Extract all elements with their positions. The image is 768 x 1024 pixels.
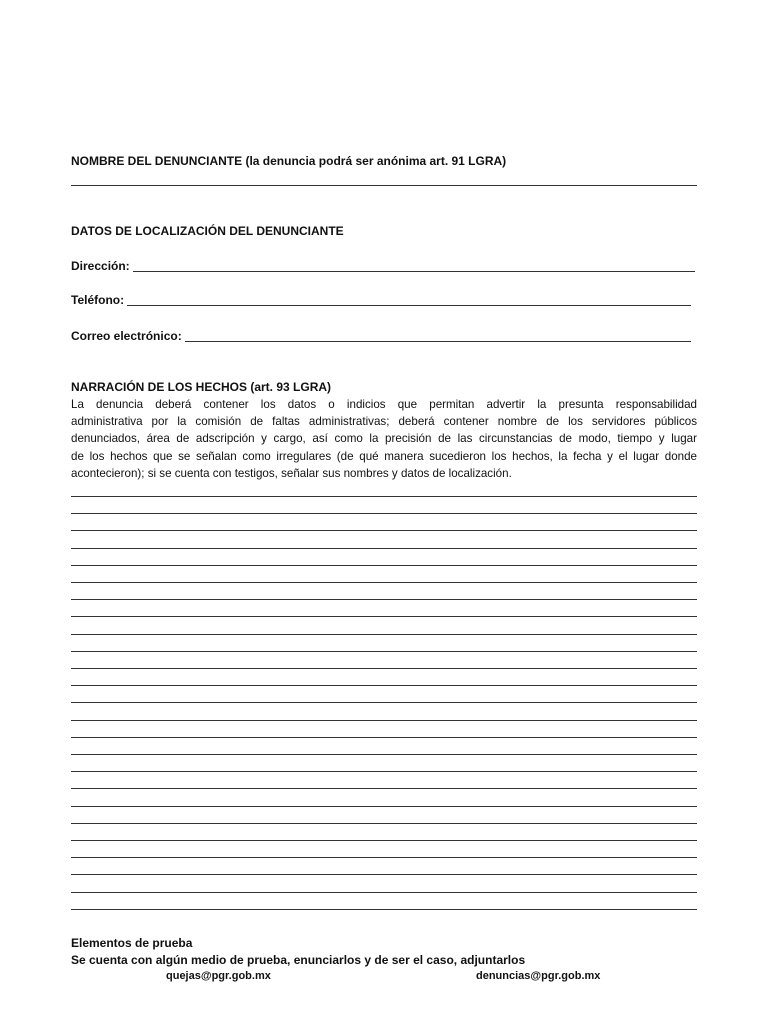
narracion-heading: NARRACIÓN DE LOS HECHOS (art. 93 LGRA) xyxy=(71,380,332,394)
nombre-fill-line[interactable] xyxy=(71,185,697,186)
telefono-fill-line[interactable] xyxy=(127,305,691,306)
narracion-blank-line[interactable] xyxy=(71,909,697,910)
narracion-blank-line[interactable] xyxy=(71,702,697,703)
direccion-fill-line[interactable] xyxy=(133,271,695,272)
narracion-blank-line[interactable] xyxy=(71,565,697,566)
narracion-blank-line[interactable] xyxy=(71,513,697,514)
narracion-blank-line[interactable] xyxy=(71,806,697,807)
narracion-blank-line[interactable] xyxy=(71,668,697,669)
narracion-blank-line[interactable] xyxy=(71,823,697,824)
correo-field[interactable] xyxy=(71,328,691,344)
narracion-line-2: administrativa por la comisión de faltas administrativas; deberá contener nombre de los servidores públicos xyxy=(71,415,697,429)
direccion-label: Dirección: xyxy=(71,259,130,273)
quejas-email-link[interactable]: quejas@pgr.gob.mx xyxy=(166,970,271,982)
narracion-blank-line[interactable] xyxy=(71,582,697,583)
narracion-blank-line[interactable] xyxy=(71,874,697,875)
narracion-blank-line[interactable] xyxy=(71,530,697,531)
narracion-blank-line[interactable] xyxy=(71,548,697,549)
prueba-text: Se cuenta con algún medio de prueba, enunciarlos y de ser el caso, adjuntarlos xyxy=(71,953,526,967)
narracion-blank-line[interactable] xyxy=(71,496,697,497)
narracion-blank-line[interactable] xyxy=(71,771,697,772)
prueba-heading: Elementos de prueba xyxy=(71,936,193,950)
correo-label: Correo electrónico: xyxy=(71,329,182,343)
narracion-blank-line[interactable] xyxy=(71,892,697,893)
narracion-blank-line[interactable] xyxy=(71,685,697,686)
narracion-blank-line[interactable] xyxy=(71,651,697,652)
telefono-label: Teléfono: xyxy=(71,293,125,307)
denuncias-email-link[interactable]: denuncias@pgr.gob.mx xyxy=(476,970,601,982)
correo-fill-line[interactable] xyxy=(185,341,691,342)
narracion-blank-line[interactable] xyxy=(71,840,697,841)
narracion-blank-line[interactable] xyxy=(71,634,697,635)
narracion-blank-line[interactable] xyxy=(71,737,697,738)
narracion-line-5: acontecieron); si se cuenta con testigos, señalar sus nombres y datos de localización. xyxy=(71,466,512,480)
narracion-blank-line[interactable] xyxy=(71,616,697,617)
telefono-field[interactable] xyxy=(71,292,691,308)
narracion-blank-line[interactable] xyxy=(71,788,697,789)
narracion-line-1: La denuncia deberá contener los datos o indicios que permitan advertir la presunta responsabilidad xyxy=(71,398,697,411)
nombre-heading: NOMBRE DEL DENUNCIANTE (la denuncia podrá ser anónima art. 91 LGRA) xyxy=(71,154,507,168)
narracion-blank-line[interactable] xyxy=(71,599,697,600)
narracion-instructions xyxy=(71,396,697,482)
narracion-line-3: denunciados, área de adscripción y cargo, así como la precisión de las circunstancias de modo, tiempo y lugar xyxy=(71,432,697,446)
narracion-blank-line[interactable] xyxy=(71,857,697,858)
narracion-blank-line[interactable] xyxy=(71,720,697,721)
narracion-line-4: de los hechos que se señalan como irregulares (de qué manera sucedieron los hechos, la fecha y el lugar donde xyxy=(71,449,697,463)
direccion-field[interactable] xyxy=(71,258,695,274)
narracion-blank-line[interactable] xyxy=(71,754,697,755)
localizacion-heading: DATOS DE LOCALIZACIÓN DEL DENUNCIANTE xyxy=(71,224,344,238)
